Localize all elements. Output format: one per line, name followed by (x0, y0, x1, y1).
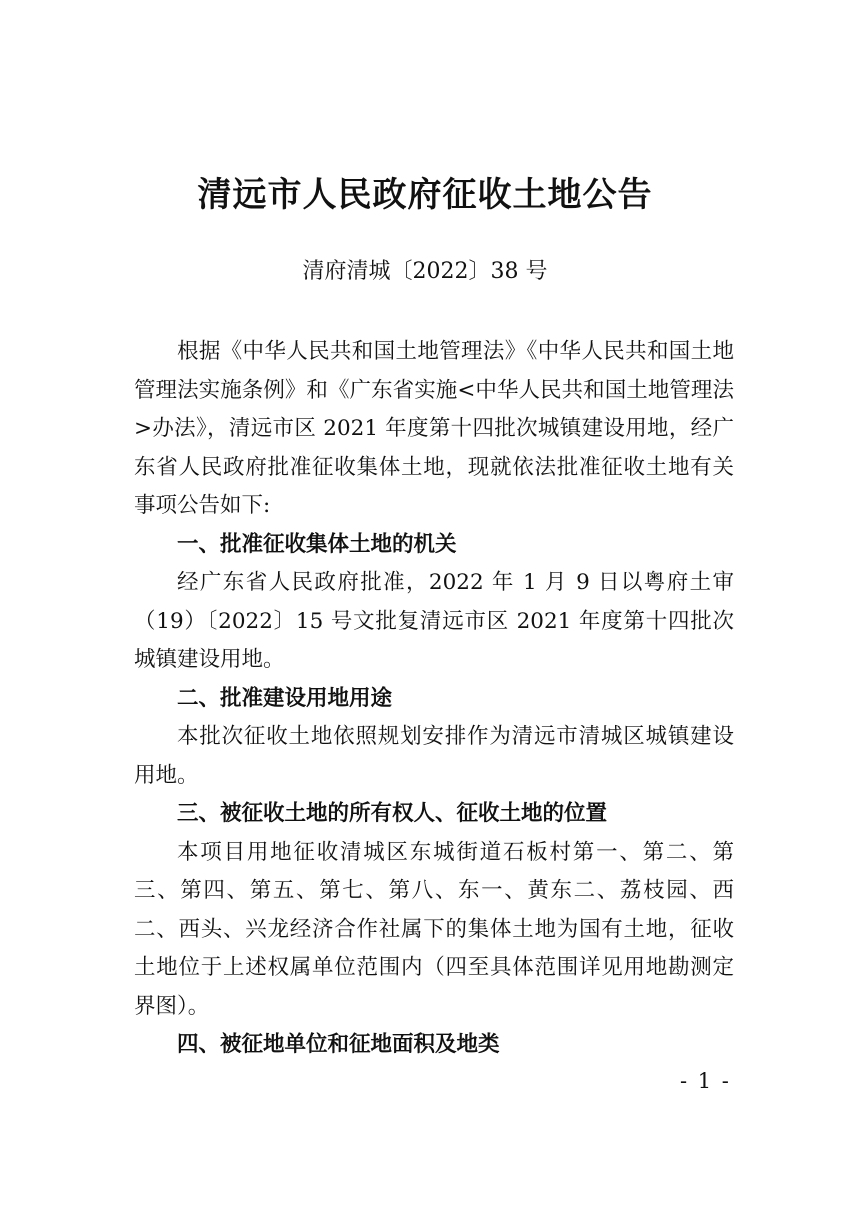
page-number: - 1 - (680, 1069, 731, 1093)
document-number: 清府清城〔2022〕38 号 (302, 259, 548, 284)
document-body (134, 333, 734, 1065)
section-2-text: 本批次征收土地依照规划安排作为清远市清城区城镇建设用地。 (134, 724, 734, 788)
section-3-text: 本项目用地征收清城区东城街道石板村第一、第二、第三、第四、第五、第七、第八、东一、黄东二、荔枝园、西二、西头、兴龙经济合作社属下的集体土地为国有土地，征收土地位于上述权属单位范围内（四至具体范围详见用地勘测定界图）。 (134, 839, 734, 1019)
section-2-heading: 二、批准建设用地用途 (177, 685, 393, 711)
document-title: 清远市人民政府征收土地公告 (197, 175, 653, 215)
intro-paragraph: 根据《中华人民共和国土地管理法》《中华人民共和国土地管理法实施条例》和《广东省实施<中华人民共和国土地管理法>办法》，清远市区 2021 年度第十四批次城镇建设用地，经广东省人民政府批准征收集体土地，现就依法批准征收土地有关事项公告如下: (134, 339, 734, 518)
section-3-heading: 三、被征收土地的所有权人、征收土地的位置 (177, 801, 608, 826)
section-4-heading: 四、被征地单位和征地面积及地类 (177, 1032, 500, 1057)
section-1-heading: 一、批准征收集体土地的机关 (177, 531, 457, 557)
section-1-text: 经广东省人民政府批准，2022 年 1 月 9 日以粤府土审（19）〔2022〕15 号文批复清远市区 2021 年度第十四批次城镇建设用地。 (134, 570, 734, 672)
